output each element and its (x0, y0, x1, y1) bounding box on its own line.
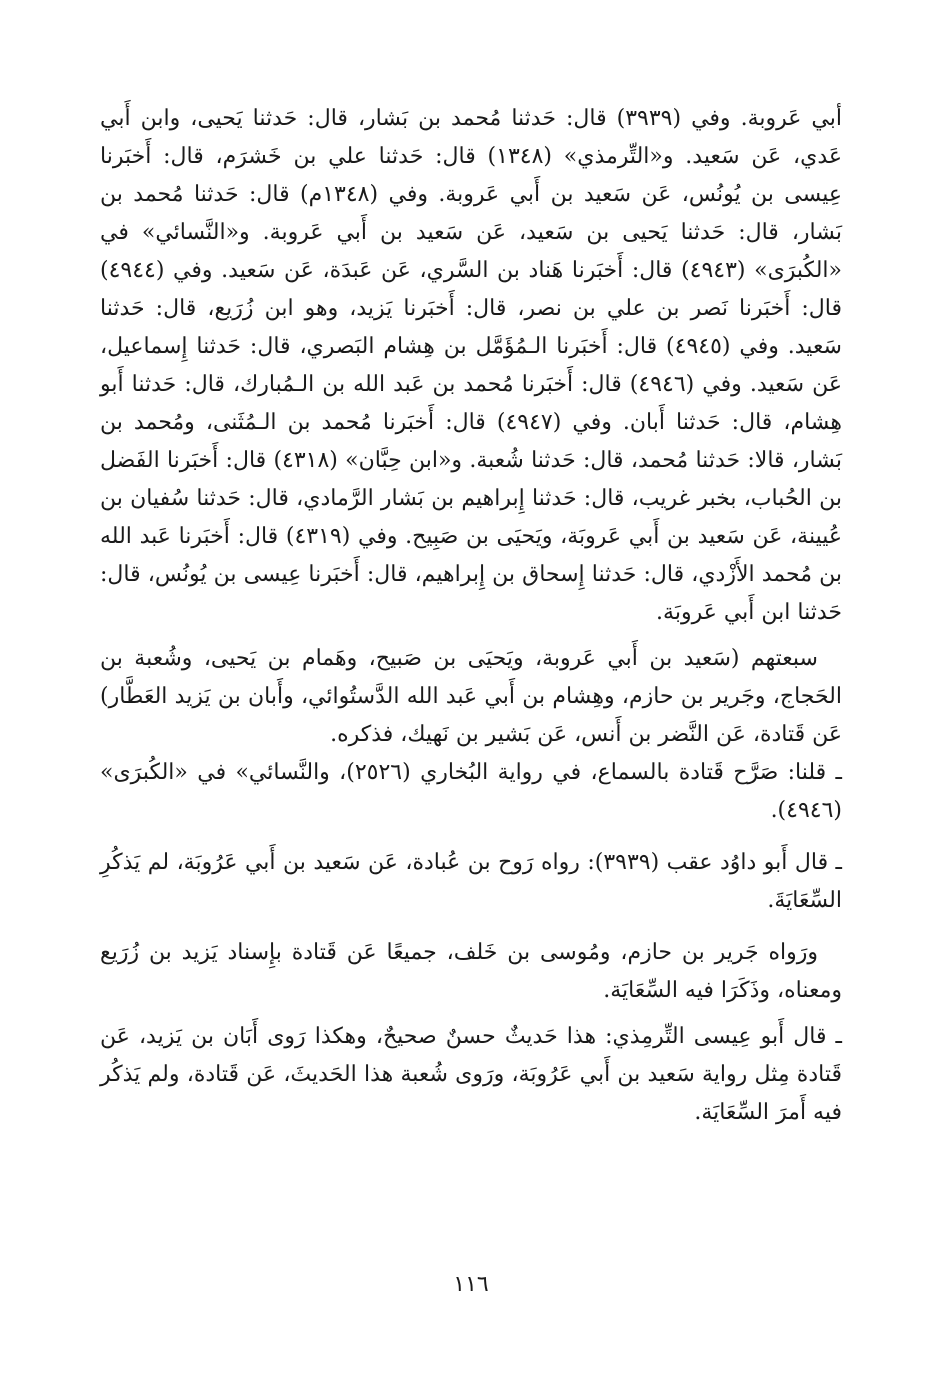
document-page (100, 100, 842, 1132)
paragraph-seven-narrators: سبعتهم (سَعيد بن أَبي عَروبة، ويَحيَى بن صَبيح، وهَمام بن يَحيى، وشُعبة بن الحَجاج، وجَرير بن حازم، وهِشام بن أَبي عَبد الله الدَّستُوائي، وأَبان بن يَزيد العَطَّار) عَن قَتادة، عَن النَّضر بن أَنس، عَن بَشير بن نَهيك، فذكره. (100, 646, 842, 747)
paragraph-jarir: ورَواه جَرير بن حازم، ومُوسى بن خَلف، جميعًا عَن قَتادة بإِسناد يَزيد بن زُرَيع ومعناه، وذَكَرَا فيه السِّعَايَة. (100, 940, 842, 1003)
page-number: ١١٦ (453, 1272, 489, 1297)
paragraph-sources: أبي عَروبة. وفي (٣٩٣٩) قال: حَدثنا مُحمد بن بَشار، قال: حَدثنا يَحيى، وابن أَبي عَدي، عَن سَعيد. و«التِّرمذي» (١٣٤٨) قال: حَدثنا علي بن خَشرَم، قال: أَخبَرنا عِيسى بن يُونُس، عَن سَعيد بن أَبي عَروبة. وفي (١٣٤٨م) قال: حَدثنا مُحمد بن بَشار، قال: حَدثنا يَحيى بن سَعيد، عَن سَعيد بن أَبي عَروبة. و«النَّسائي» في «الكُبرَى» (٤٩٤٣) قال: أَخبَرنا هَناد بن السَّري، عَن عَبدَة، عَن سَعيد. وفي (٤٩٤٤) قال: أَخبَرنا نَصر بن علي بن نصر، قال: أَخبَرنا يَزيد، وهو ابن زُرَيع، قال: حَدثنا سَعيد. وفي (٤٩٤٥) قال: أَخبَرنا الـمُؤَمَّل بن هِشام البَصري، قال: حَدثنا إِسماعيل، عَن سَعيد. وفي (٤٩٤٦) قال: أَخبَرنا مُحمد بن عَبد الله بن الـمُبارك، قال: حَدثنا أَبو هِشام، قال: حَدثنا أَبان. وفي (٤٩٤٧) قال: أَخبَرنا مُحمد بن الـمُثَنى، ومُحمد بن بَشار، قالا: حَدثنا مُحمد، قال: حَدثنا شُعبة. و«ابن حِبَّان» (٤٣١٨) قال: أَخبَرنا الفَضل بن الحُباب، بخبر غريب، قال: حَدثنا إِبراهيم بن بَشار الرَّمادي، قال: حَدثنا سُفيان بن عُيينة، عَن سَعيد بن أَبي عَروبَة، ويَحيَى بن صَبِيح. وفي (٤٣١٩) قال: أَخبَرنا عَبد الله بن مُحمد الأَزْدي، قال: حَدثنا إِسحاق بن إِبراهيم، قال: أَخبَرنا عِيسى بن يُونُس، قال: حَدثنا ابن أَبي عَروبَة. (100, 106, 843, 625)
paragraph-abu-dawud: ـ قال أَبو داوُد عقب (٣٩٣٩): رواه رَوح بن عُبادة، عَن سَعيد بن أَبي عَرُوبَة، لم يَذكُرِ السِّعَايَةَ. (100, 850, 842, 913)
paragraph-note-hearing: ـ قلنا: صَرَّح قَتادة بالسماع، في رواية البُخاري (٢٥٢٦)، والنَّسائي» في «الكُبرَى» (٤٩٤٦). (100, 760, 842, 823)
paragraph-tirmidhi: ـ قال أَبو عِيسى التِّرمِذي: هذا حَديثٌ حسنٌ صحيحٌ، وهكذا رَوى أَبَان بن يَزيد، عَن قَتادة مِثل رواية سَعيد بن أَبي عَرُوبَة، ورَوى شُعبة هذا الحَديثَ، عَن قَتادة، ولم يَذكُر فيه أَمرَ السِّعَايَة. (100, 1024, 842, 1125)
